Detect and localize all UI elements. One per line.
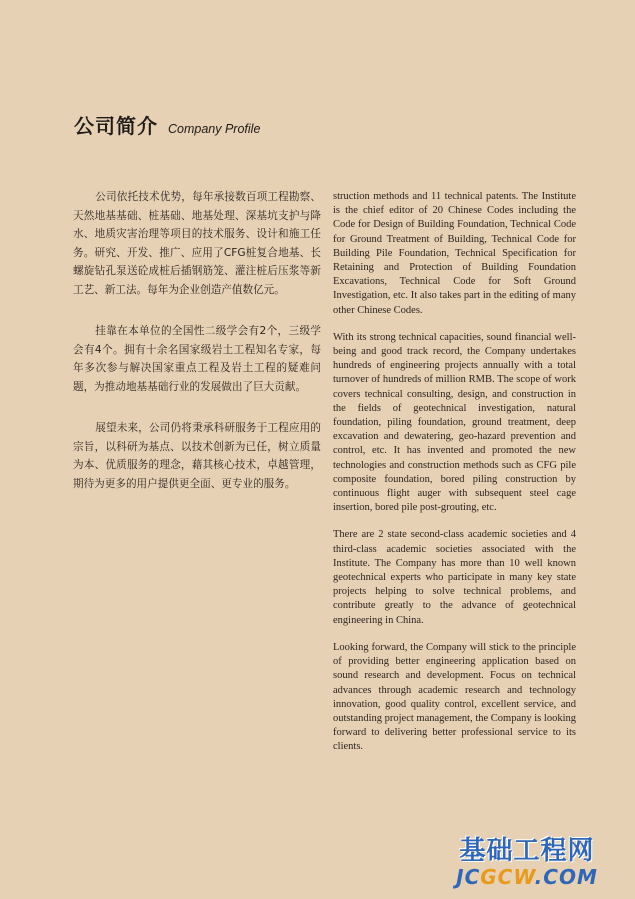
english-paragraph-1: struction methods and 11 technical patents. The Institute is the chief editor of 20 Chinese Codes including the Code for Design of Building Foundation, Technical Code for Ground Treatment of Building, Technical Code for Building Pile Foundation, Technical Specification for Retaining and Protection of Building Foundation Excavations, Technical Code for Soft Ground Investigation, etc. It also takes part in the editing of many other Chinese Codes. [333,191,576,316]
chinese-text-column [73,188,321,516]
watermark-chinese: 基础工程网 [459,836,595,866]
watermark-url [437,865,617,889]
heading-english: Company Profile [168,122,261,136]
english-paragraph-4: Looking forward, the Company will stick to the principle of providing better engineering application based on sound research and development. Focus on technical advances through academic research and technology innovation, good quality control, excellent service, and outstanding project management, the Company is looking forward to delivering better professional service to its clients. [333,641,576,753]
page-heading [74,110,260,139]
chinese-paragraph-2: 挂靠在本单位的全国性二级学会有2个，三级学会有4个。拥有十余名国家级岩土工程知名专家，每年多次参与解决国家重点工程及岩土工程的疑难问题，为推动地基基础行业的发展做出了巨大贡献。 [73,325,321,393]
heading-chinese: 公司简介 [74,114,158,138]
watermark-url-part2: GCW [480,865,535,889]
watermark-url-part1: JC [456,865,481,889]
english-text-column [333,190,576,768]
english-paragraph-2: With its strong technical capacities, sound financial well-being and good track record, the Company undertakes hundreds of engineering projects annually with a total turnover of hundreds of million RMB. The scope of work covers technical consulting, design, and construction in the fields of geotechnical investigation, natural foundation, piling foundation, ground treatment, deep excavation and dewatering, geo-hazard prevention and control, etc. It has invented and promoted the new technologies and construction methods such as CFG pile composite foundation, bored piling construction by continuous flight auger with subsequent steel cage insertion, bored pile post-grouting, etc. [333,331,576,514]
english-paragraph-3: There are 2 state second-class academic societies and 4 third-class academic societies associated with the Institute. The Company has more than 10 well known geotechnical experts who participate in many key state projects helping to solve technical problems, and contribute greatly to the advance of geotechnical engineering in China. [333,529,576,626]
watermark-url-part3: .COM [534,865,598,889]
chinese-paragraph-1: 公司依托技术优势，每年承接数百项工程勘察、天然地基基础、桩基础、地基处理、深基坑支护与降水、地质灾害治理等项目的技术服务、设计和施工任务。研究、开发、推广、应用了CFG桩复合地基、长螺旋钻孔泵送砼成桩后插钢筋笼、灌注桩后压浆等新工艺、新工法。每年为企业创造产值数亿元。 [73,191,321,296]
chinese-paragraph-3: 展望未来，公司仍将秉承科研服务于工程应用的宗旨，以科研为基点、以技术创新为已任，树立质量为本、优质服务的理念，藉其核心技术，卓越管理，期待为更多的用户提供更全面、更专业的服务。 [73,422,321,490]
site-watermark-logo [437,830,617,889]
